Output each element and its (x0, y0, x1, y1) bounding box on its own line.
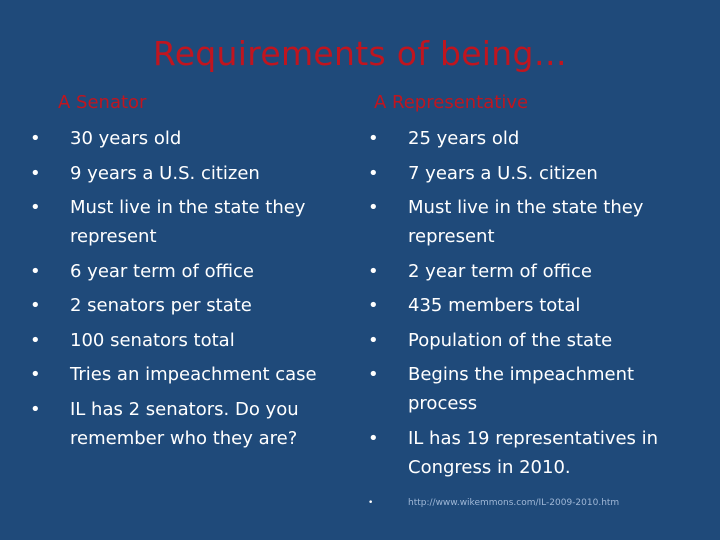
list-item (368, 193, 698, 251)
list-item-text: 7 years a U.S. citizen (408, 162, 598, 184)
list-item-text: 435 members total (408, 295, 581, 316)
list-item-text: Must live in the state they represent (70, 197, 306, 247)
list-item (30, 326, 360, 355)
bullet-icon: • (368, 295, 379, 316)
bullet-icon: • (368, 364, 379, 385)
bullet-icon: • (368, 497, 374, 508)
bullet-icon: • (368, 197, 379, 218)
bullet-icon: • (368, 260, 379, 282)
bullet-icon: • (30, 364, 41, 385)
list-item-text: Begins the impeachment process (408, 364, 635, 414)
list-item (30, 193, 360, 251)
list-item (30, 360, 360, 389)
list-item-text: 6 year term of office (70, 260, 254, 282)
bullet-icon: • (30, 295, 41, 316)
list-item (368, 291, 698, 320)
representative-heading: A Representative (374, 92, 529, 113)
list-item-link (368, 496, 698, 510)
bullet-icon: • (368, 427, 379, 449)
list-item (30, 395, 360, 453)
list-item-text: Must live in the state they represent (408, 197, 644, 247)
list-item-text: Tries an impeachment case (70, 364, 317, 385)
list-item-text: 9 years a U.S. citizen (70, 162, 260, 184)
reference-link[interactable]: http://www.wikemmons.com/IL-2009-2010.htm (408, 497, 620, 508)
list-item (368, 159, 698, 188)
slide-title: Requirements of being… (152, 34, 568, 73)
bullet-icon: • (368, 128, 379, 149)
list-item-text: 2 senators per state (70, 295, 252, 316)
list-item (30, 257, 360, 286)
list-item (368, 424, 698, 482)
list-item (368, 360, 698, 418)
bullet-icon: • (30, 260, 41, 282)
list-item (30, 159, 360, 188)
list-item (30, 291, 360, 320)
senator-list (30, 124, 360, 458)
bullet-icon: • (368, 329, 379, 351)
list-item-text: Population of the state (408, 329, 613, 351)
list-item (368, 257, 698, 286)
list-item (30, 124, 360, 153)
bullet-icon: • (30, 329, 41, 351)
bullet-icon: • (30, 197, 41, 218)
bullet-icon: • (30, 162, 41, 184)
senator-heading: A Senator (58, 92, 147, 113)
list-item-text: IL has 2 senators. Do you remember who they are? (70, 398, 299, 449)
list-item-text: IL has 19 representatives in Congress in 2010. (408, 427, 659, 478)
list-item-text: 30 years old (70, 128, 182, 149)
list-item (368, 124, 698, 153)
bullet-icon: • (30, 128, 41, 149)
bullet-icon: • (368, 162, 379, 184)
list-item-text: 100 senators total (70, 329, 235, 351)
list-item (368, 326, 698, 355)
list-item-text: 25 years old (408, 128, 520, 149)
bullet-icon: • (30, 398, 41, 420)
list-item-text: 2 year term of office (408, 260, 592, 282)
representative-list (368, 124, 698, 515)
